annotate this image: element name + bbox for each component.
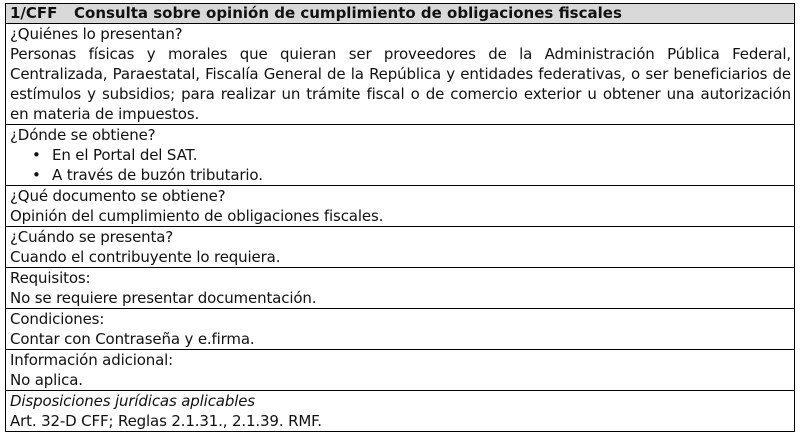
bullet-icon: • (32, 166, 41, 184)
section-cuando-question: ¿Cuándo se presenta? (10, 228, 174, 246)
section-requisitos (6, 267, 794, 308)
section-requisitos-question: Requisitos: (10, 269, 91, 287)
section-cuando-answer: Cuando el contribuyente lo requiera. (10, 248, 281, 266)
donde-bullet-list (10, 145, 791, 185)
section-informacion-answer: No aplica. (10, 371, 83, 389)
section-donde (6, 124, 794, 185)
procedure-code: 1/CFF (10, 4, 58, 22)
section-quienes (6, 23, 794, 124)
procedure-title: Consulta sobre opinión de cumplimiento de obligaciones fiscales (74, 4, 622, 22)
section-quienes-answer: Personas físicas y morales que quieran ser proveedores de la Administración Pública Federal, Centralizada, Paraestatal, Fiscalía General de la República y entidades federativas, o ser beneficiarios de estímulos y subsidios; para realizar un trámite fiscal o de comercio exterior u obtener una autorización en materia de impuestos. (10, 45, 791, 123)
section-quienes-question: ¿Quiénes lo presentan? (10, 25, 183, 43)
section-informacion-question: Información adicional: (10, 351, 174, 369)
section-documento-question: ¿Qué documento se obtiene? (10, 187, 226, 205)
section-documento (6, 185, 794, 226)
section-condiciones-answer: Contar con Contraseña y e.firma. (10, 330, 255, 348)
section-condiciones (6, 308, 794, 349)
section-requisitos-answer: No se requiere presentar documentación. (10, 289, 317, 307)
section-disposiciones (6, 390, 794, 431)
section-documento-answer: Opinión del cumplimiento de obligaciones fiscales. (10, 207, 384, 225)
list-item (32, 145, 791, 165)
section-disposiciones-question: Disposiciones jurídicas aplicables (10, 392, 255, 410)
section-disposiciones-answer: Art. 32-D CFF; Reglas 2.1.31., 2.1.39. RMF. (10, 412, 322, 430)
section-donde-question: ¿Dónde se obtiene? (10, 126, 156, 144)
list-item-text: En el Portal del SAT. (52, 146, 198, 164)
table-header (6, 4, 794, 23)
section-condiciones-question: Condiciones: (10, 310, 105, 328)
procedure-table (5, 3, 795, 432)
section-cuando (6, 226, 794, 267)
list-item (32, 165, 791, 185)
section-informacion (6, 349, 794, 390)
bullet-icon: • (32, 146, 41, 164)
list-item-text: A través de buzón tributario. (52, 166, 263, 184)
